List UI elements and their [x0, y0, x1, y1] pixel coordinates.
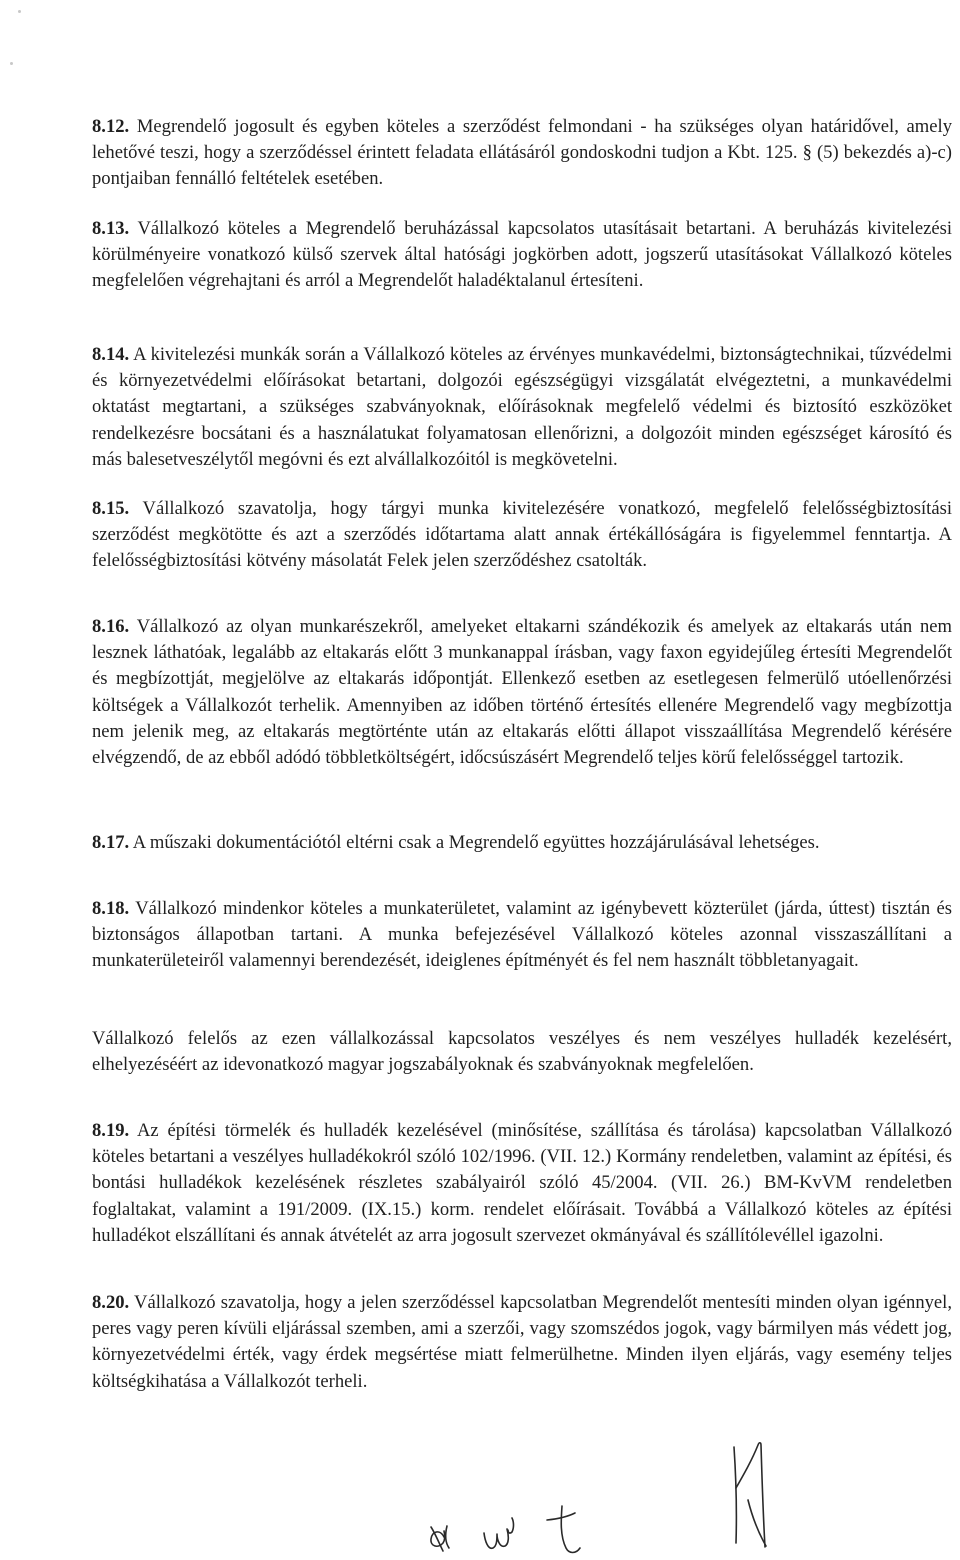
clause-8-14 — [92, 342, 952, 473]
scan-speck — [18, 10, 21, 13]
clause-8-16 — [92, 614, 952, 771]
clause-8-17 — [92, 830, 952, 856]
signature-initial-3 — [547, 1506, 580, 1553]
clause-number: 8.17. — [92, 832, 130, 853]
clause-8-13 — [92, 216, 952, 295]
clause-number: 8.19. — [92, 1120, 130, 1141]
clause-number: 8.13. — [92, 218, 130, 239]
clause-number: 8.20. — [92, 1292, 130, 1313]
clause-8-12 — [92, 114, 952, 193]
clause-text: Megrendelő jogosult és egyben köteles a szerződést felmondani - ha szükséges olyan határidővel, amely lehetővé teszi, hogy a szerződéssel érintett feladata ellátásáról gondoskodni tudjon a Kbt. 125. § (5) bekezdés a)-c) pontjaiban fennálló feltételek esetében. — [92, 116, 952, 190]
clause-number: 8.15. — [92, 498, 130, 519]
clause-number: 8.16. — [92, 616, 130, 637]
clause-text: Vállalkozó az olyan munkarészekről, amelyeket eltakarni szándékozik és amelyek az eltakarás után nem lesznek láthatóak, legalább az eltakarás előtt 3 munkanappal írásban, vagy faxon egyidejűleg értesíti Megrendelőt és megbízottját, megjelölve az eltakarás időpontját. Ellenkező esetben az esetlegesen felmerülő utóellenőrzési költségek a Vállalkozót terhelik. Amennyiben az időben történő értesítés ellenére Megrendelő vagy megbízottja nem jelenik meg, az eltakarás megtörténte után az eltakarás előtti állapot visszaállítása Megrendelő kérésére elvégzendő, de az ebből adódó többletköltségért, időcsúszásért Megrendelő teljes körű felelősséggel tartozik. — [92, 616, 952, 769]
waste-handling-paragraph — [92, 1026, 952, 1078]
signature-initial-1 — [431, 1526, 449, 1551]
clause-8-19 — [92, 1118, 952, 1249]
clause-text: Vállalkozó szavatolja, hogy tárgyi munka kivitelezésére vonatkozó, megfelelő felelősségbiztosítási szerződést megkötötte és azt a szerződés időtartama alatt annak értékállóságára is figyelemmel fenntartja. A felelősségbiztosítási kötvény másolatát Felek jelen szerződéshez csatolták. — [92, 498, 952, 572]
clause-text: A műszaki dokumentációtól eltérni csak a Megrendelő együttes hozzájárulásával lehetséges. — [129, 832, 820, 853]
clause-text: A kivitelezési munkák során a Vállalkozó köteles az érvényes munkavédelmi, biztonságtechnikai, tűzvédelmi és környezetvédelmi előírásokat betartani, dolgozói egészségügyi vizsgálatát elvégeztetni, a munkavédelmi oktatást megtartani, a szükséges szabványoknak, előírásoknak megfelelő védelmi és biztosító eszközöket rendelkezésre bocsátani és a használatukat folyamatosan ellenőrizni, a dolgozóit minden egészséget károsító és más balesetveszélytől megóvni és ezt alvállalkozóitól is megkövetelni. — [92, 344, 952, 470]
clause-text: Vállalkozó felelős az ezen vállalkozással kapcsolatos veszélyes és nem veszélyes hulladék kezelésért, elhelyezéséért az idevonatkozó magyar jogszabályoknak és szabványoknak megfelelően. — [92, 1028, 952, 1076]
clause-number: 8.18. — [92, 898, 130, 919]
clause-8-15 — [92, 496, 952, 575]
clause-8-20 — [92, 1290, 952, 1395]
clause-text: Vállalkozó mindenkor köteles a munkaterületet, valamint az igénybevett közterület (járda, úttest) tisztán és biztonságos állapotban tartani. A munka befejezésével Vállalkozó köteles azonnal visszaszállítani a munkaterületeiről valamennyi berendezését, ideiglenes építményét és fel nem használt többletanyagait. — [92, 898, 952, 972]
clause-number: 8.14. — [92, 344, 130, 365]
clause-text: Vállalkozó szavatolja, hogy a jelen szerződéssel kapcsolatban Megrendelőt mentesíti minden olyan igénnyel, peres vagy peren kívüli eljárással szemben, ami a szerzői, vagy szomszédos jogok, vagy bármilyen más védett jog, környezetvédelmi érték, vagy érdek megsértése miatt felmerülhetne. Minden ilyen eljárás, vagy esemény teljes költségkihatása a Vállalkozót terheli. — [92, 1292, 952, 1392]
clause-number: 8.12. — [92, 116, 130, 137]
clause-text: Vállalkozó köteles a Megrendelő beruházással kapcsolatos utasításait betartani. A beruházás kivitelezési körülményeire vonatkozó külső szervek által hatósági jogkörben adott, jogszerű utasításokat Vállalkozó köteles megfelelően végrehajtani és arról a Megrendelőt haladéktalanul értesíteni. — [92, 218, 952, 292]
signature-initial-2 — [484, 1518, 514, 1548]
scan-speck — [10, 62, 13, 65]
signature-initial-4 — [734, 1443, 766, 1547]
clause-text: Az építési törmelék és hulladék kezelésével (minősítése, szállítása és tárolása) kapcsolatban Vállalkozó köteles betartani a veszélyes hulladékokról szóló 102/1996. (VII. 12.) Kormány rendeletben, valamint az építési, és bontási hulladékok kezelésének részletes szabályairól szóló 45/2004. (VII. 26.) BM-KvVM rendeletben foglaltakat, valamint a 191/2009. (IX.15.) korm. rendelet előírásait. Továbbá a Vállalkozó köteles az építési hulladékot elszállítani és annak átvételét az arra jogosult szervezet okmányával és szállítólevéllel igazolni. — [92, 1120, 952, 1246]
clause-8-18 — [92, 896, 952, 975]
